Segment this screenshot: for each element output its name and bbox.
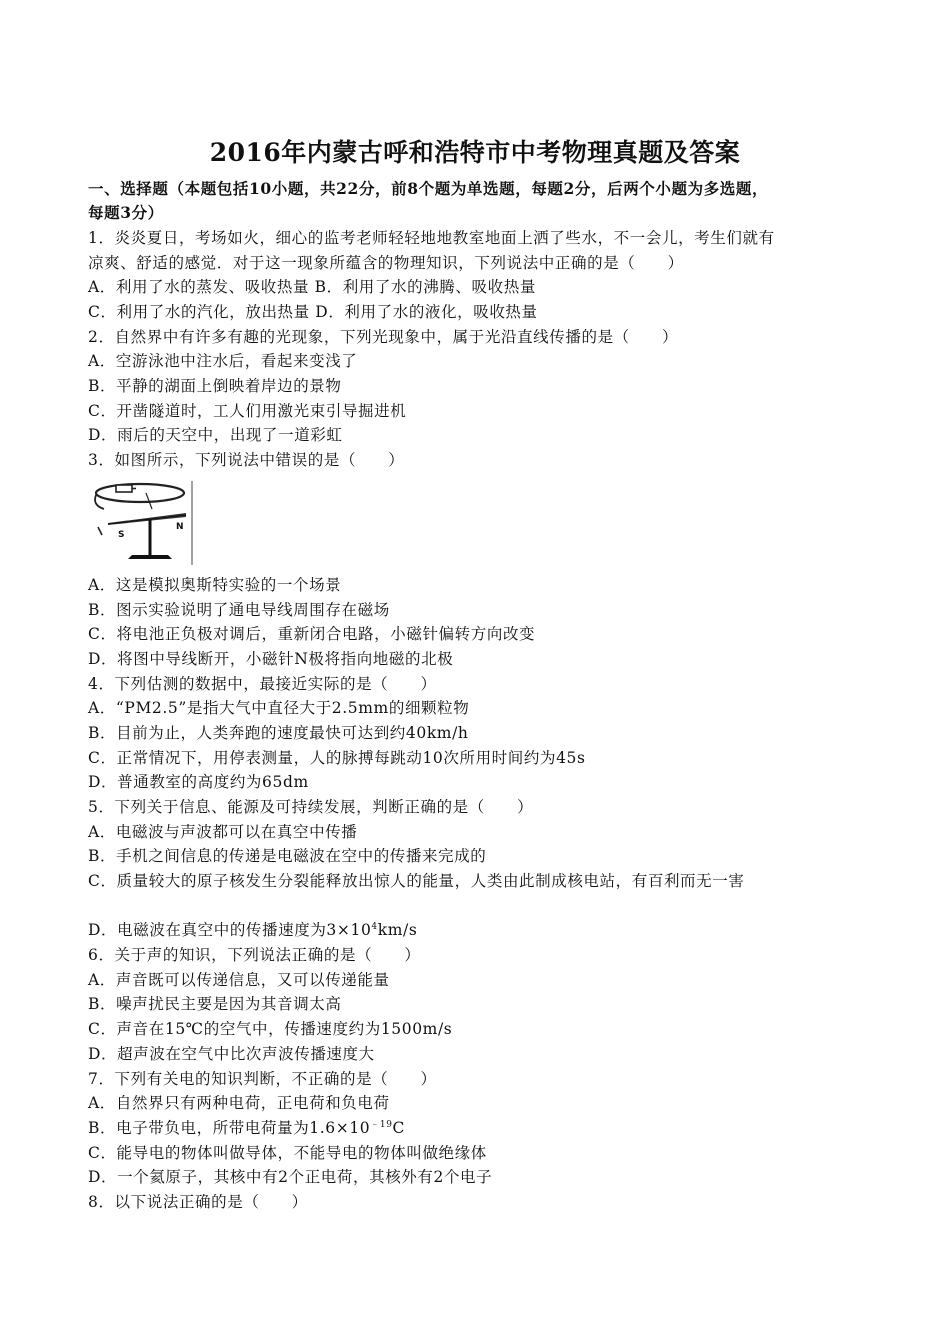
q2-option-d: D．雨后的天空中，出现了一道彩虹 (88, 426, 343, 444)
q7-option-c: C．能导电的物体叫做导体，不能导电的物体叫做绝缘体 (88, 1144, 487, 1162)
q5-option-c: C．质量较大的原子核发生分裂能释放出惊人的能量，人类由此制成核电站，有百利而无一害 (88, 872, 745, 890)
q1-options-ab: A．利用了水的蒸发、吸收热量 B．利用了水的沸腾、吸收热量 (88, 278, 536, 296)
q5-option-b: B．手机之间信息的传递是电磁波在空中的传播来完成的 (88, 847, 487, 865)
q5-stem: 5．下列关于信息、能源及可持续发展，判断正确的是（ ） (88, 798, 534, 816)
q7-option-a: A．自然界只有两种电荷，正电荷和负电荷 (88, 1094, 390, 1112)
q5-option-d-suffix: km/s (377, 921, 418, 939)
q3-stem: 3．如图所示，下列说法中错误的是（ ） (88, 451, 405, 469)
q4-option-a: A．“PM2.5”是指大气中直径大于2.5mm的细颗粒物 (88, 699, 470, 717)
q4-option-d: D．普通教室的高度约为65dm (88, 773, 309, 791)
q3-option-b: B．图示实验说明了通电导线周围存在磁场 (88, 601, 390, 619)
q2-option-a: A．空游泳池中注水后，看起来变浅了 (88, 352, 358, 370)
q7-option-b (88, 1118, 405, 1138)
q5-option-d-prefix: D．电磁波在真空中的传播速度为3×10 (88, 921, 372, 939)
q2-option-b: B．平静的湖面上倒映着岸边的景物 (88, 377, 342, 395)
q5-option-d (88, 920, 417, 940)
q2-stem: 2．自然界中有许多有趣的光现象，下列光现象中，属于光沿直线传播的是（ ） (88, 328, 679, 346)
q6-option-b: B．噪声扰民主要是因为其音调太高 (88, 995, 342, 1013)
q1-options-cd: C．利用了水的汽化，放出热量 D．利用了水的液化，吸收热量 (88, 303, 538, 321)
q1-stem-line-1: 1．炎炎夏日，考场如火，细心的监考老师轻轻地地教室地面上洒了些水，不一会儿，考生们就有 (88, 229, 775, 247)
q2-option-c: C．开凿隧道时，工人们用激光束引导掘进机 (88, 402, 407, 420)
q6-option-c: C．声音在15℃的空气中，传播速度约为1500m/s (88, 1020, 453, 1038)
q1-stem-line-2: 凉爽、舒适的感觉．对于这一现象所蕴含的物理知识，下列说法中正确的是（ ） (88, 254, 684, 272)
q4-stem: 4．下列估测的数据中，最接近实际的是（ ） (88, 675, 437, 693)
page-title: 2016年内蒙古呼和浩特市中考物理真题及答案 (209, 138, 741, 167)
oersted-experiment-figure (88, 479, 196, 567)
section-heading-line-1: 一、选择题（本题包括10小题，共22分，前8个题为单选题，每题2分，后两个小题为多选题， (88, 179, 769, 198)
q3-option-c: C．将电池正负极对调后，重新闭合电路，小磁针偏转方向改变 (88, 625, 536, 643)
q3-option-a: A．这是模拟奥斯特实验的一个场景 (88, 576, 342, 594)
q7-option-b-prefix: B．电子带负电，所带电荷量为1.6×10 (88, 1119, 371, 1137)
q4-option-c: C．正常情况下，用停表测量，人的脉搏每跳动10次所用时间约为45s (88, 749, 586, 767)
q5-option-d-exponent: 4 (371, 922, 378, 932)
q7-option-d: D．一个氦原子，其核中有2个正电荷，其核外有2个电子 (88, 1168, 493, 1186)
section-heading-line-2: 每题3分） (88, 203, 164, 222)
q7-stem: 7．下列有关电的知识判断，不正确的是（ ） (88, 1070, 437, 1088)
q8-stem: 8．以下说法正确的是（ ） (88, 1193, 308, 1211)
q6-option-d: D．超声波在空气中比次声波传播速度大 (88, 1045, 375, 1063)
figure-label-n: N (176, 522, 184, 532)
q4-option-b: B．目前为止，人类奔跑的速度最快可达到约40km/h (88, 724, 469, 742)
q7-option-b-suffix: C (392, 1119, 405, 1137)
q7-option-b-exponent: ﹣19 (370, 1120, 393, 1130)
figure-label-s: S (118, 530, 125, 540)
q3-option-d: D．将图中导线断开，小磁针N极将指向地磁的北极 (88, 650, 454, 668)
q5-option-a: A．电磁波与声波都可以在真空中传播 (88, 823, 358, 841)
q6-stem: 6．关于声的知识，下列说法正确的是（ ） (88, 946, 421, 964)
q6-option-a: A．声音既可以传递信息，又可以传递能量 (88, 971, 390, 989)
